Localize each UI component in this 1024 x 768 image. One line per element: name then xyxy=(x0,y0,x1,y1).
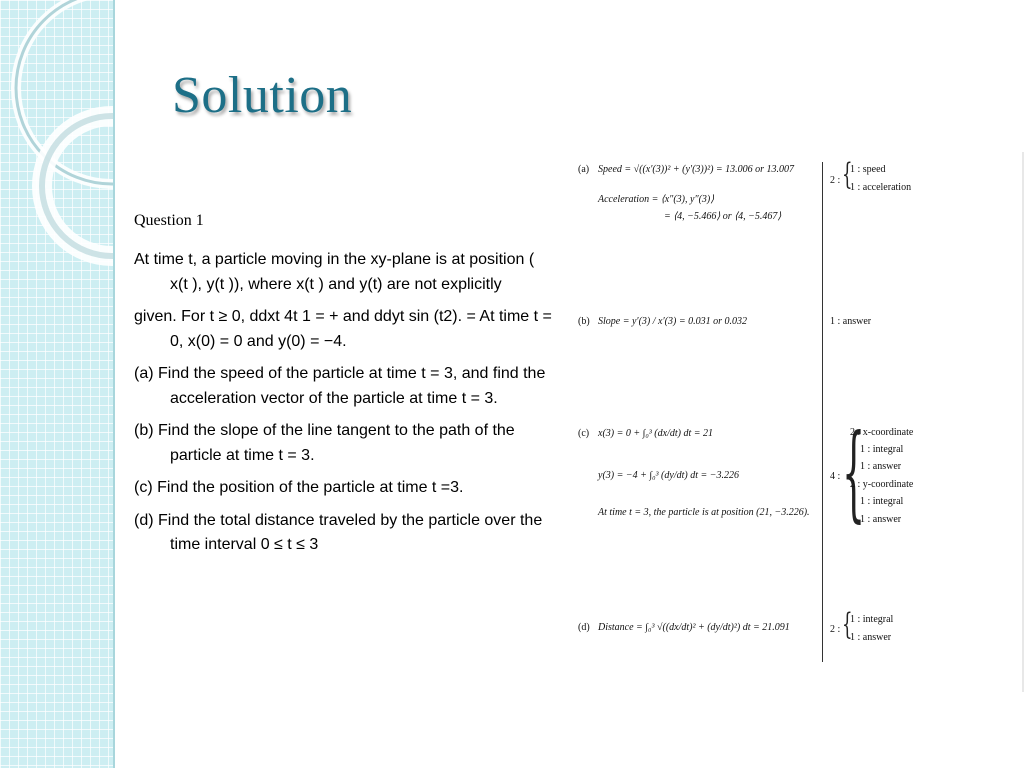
question-heading: Question 1 xyxy=(134,212,204,229)
part-c-x: x(3) = 0 + ∫₀³ (dx/dt) dt = 21 xyxy=(598,428,713,439)
question-text-block xyxy=(134,212,554,566)
part-a-label: (a) xyxy=(578,164,590,175)
part-d-rubric-1: 1 : integral xyxy=(850,614,894,625)
part-c-rubric-4: 2 : y-coordinate xyxy=(850,479,914,490)
question-part-b: (b) Find the slope of the line tangent to the path of the particle at time t = 3. xyxy=(134,422,515,464)
decorative-side-panel xyxy=(0,0,115,768)
part-d-brace: { xyxy=(842,607,853,642)
part-d-distance: Distance = ∫₀³ √((dx/dt)² + (dy/dt)²) dt = 21.091 xyxy=(598,622,790,633)
part-b-label: (b) xyxy=(578,316,590,327)
part-a-points: 2 : xyxy=(830,175,841,186)
part-c-rubric-5: 1 : integral xyxy=(860,496,904,507)
part-a-rubric-2: 1 : acceleration xyxy=(850,182,912,193)
question-part-a: (a) Find the speed of the particle at time t = 3, and find the acceleration vector of the particle at time t = 3. xyxy=(134,365,546,407)
rubric-divider-line xyxy=(822,162,823,662)
part-d-points: 2 : xyxy=(830,624,841,635)
question-given: given. For t ≥ 0, ddxt 4t 1 = + and ddyt sin (t2). = At time t = 0, x(0) = 0 and y(0) = −4. xyxy=(134,308,552,350)
part-a-acceleration-value: = ⟨4, −5.466⟩ or ⟨4, −5.467⟩ xyxy=(664,211,782,222)
part-c-label: (c) xyxy=(578,428,590,439)
question-intro: At time t, a particle moving in the xy-plane is at position ( x(t ), y(t )), where x(t ) and y(t) are not explicitly xyxy=(134,251,535,293)
question-part-d: (d) Find the total distance traveled by the particle over the time interval 0 ≤ t ≤ 3 xyxy=(134,511,543,553)
part-d-rubric-2: 1 : answer xyxy=(850,632,892,643)
part-c-rubric-3: 1 : answer xyxy=(860,461,902,472)
part-d-label: (d) xyxy=(578,622,590,633)
part-b-points: 1 : answer xyxy=(830,316,872,327)
part-c-brace: { xyxy=(842,411,866,533)
part-b-slope: Slope = y′(3) / x′(3) = 0.031 or 0.032 xyxy=(598,316,747,327)
part-a-brace: { xyxy=(842,157,853,192)
part-c-points: 4 : xyxy=(830,471,841,482)
part-c-y: y(3) = −4 + ∫₀³ (dy/dt) dt = −3.226 xyxy=(598,470,739,481)
part-c-position: At time t = 3, the particle is at position (21, −3.226). xyxy=(598,507,810,518)
scoring-guidelines-image xyxy=(578,152,1024,698)
part-a-speed: Speed = √((x′(3))² + (y′(3))²) = 13.006 or 13.007 xyxy=(598,164,795,175)
slide-title: Solution xyxy=(172,67,353,124)
part-c-rubric-6: 1 : answer xyxy=(860,514,902,525)
question-part-c: (c) Find the position of the particle at time t =3. xyxy=(134,479,464,496)
part-c-rubric-1: 2 : x-coordinate xyxy=(850,427,914,438)
part-c-rubric-2: 1 : integral xyxy=(860,444,904,455)
part-a-acceleration: Acceleration = ⟨x″(3), y″(3)⟩ xyxy=(598,194,715,205)
part-a-rubric-1: 1 : speed xyxy=(850,164,886,175)
